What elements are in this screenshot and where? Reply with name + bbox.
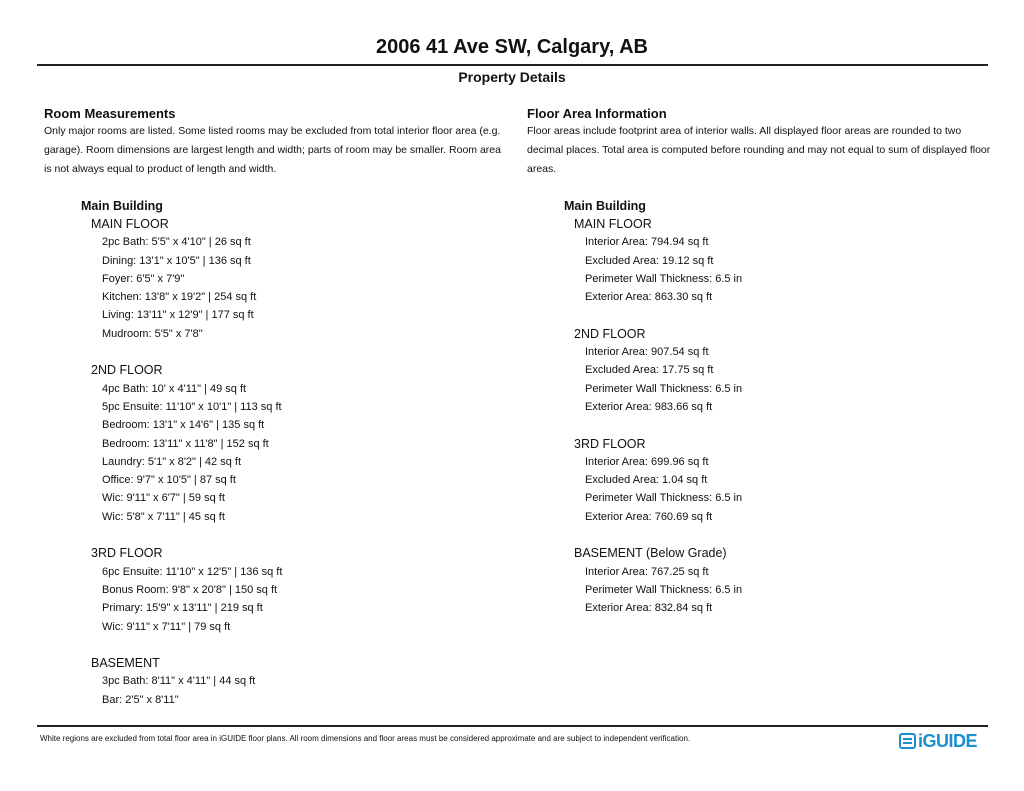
floor-name: 3RD FLOOR [574,436,646,451]
room-floor-list [91,215,282,727]
room-floor-group [91,544,282,635]
page-subtitle: Property Details [458,69,566,85]
floor-name: BASEMENT [91,656,160,671]
room-floor-group [91,215,282,343]
area-row: Exterior Area: 760.69 sq ft [585,510,713,523]
area-row: Interior Area: 699.96 sq ft [585,455,709,468]
area-floor-group [574,325,742,416]
floor-name: 2ND FLOOR [91,363,163,378]
area-row: Interior Area: 907.54 sq ft [585,346,709,359]
floor-name: MAIN FLOOR [91,217,169,231]
room-row: 4pc Bath: 10' x 4'11" | 49 sq ft [102,382,247,395]
page-title: 2006 41 Ave SW, Calgary, AB [376,36,648,58]
room-row: Living: 13'11" x 12'9" | 177 sq ft [102,309,254,322]
floor-name: BASEMENT (Below Grade) [574,546,727,561]
area-row: Excluded Area: 19.12 sq ft [585,254,714,267]
room-row: Bedroom: 13'11" x 11'8" | 152 sq ft [102,437,269,450]
floor-name: 3RD FLOOR [91,546,163,561]
area-row: Perimeter Wall Thickness: 6.5 in [585,583,743,596]
room-row: 3pc Bath: 8'11" x 4'11" | 44 sq ft [102,675,256,688]
footer-divider [37,725,988,727]
area-floor-group [574,435,742,526]
room-measurements-description: Only major rooms are listed. Some listed rooms may be excluded from total interior floor area (e.g. garage). Room dimensions are largest length and width; parts of room may be smaller. Room area is not always equal to product of length and width. [44,125,501,175]
room-row: Bedroom: 13'1" x 14'6" | 135 sq ft [102,419,265,432]
room-row: Wic: 5'8" x 7'11" | 45 sq ft [102,510,225,523]
room-measurements-section [44,106,504,179]
area-floor-group [574,544,742,617]
room-row: 5pc Ensuite: 11'10" x 10'1" | 113 sq ft [102,400,282,413]
floor-name: 2ND FLOOR [574,326,646,341]
room-row: Bonus Room: 9'8" x 20'8" | 150 sq ft [102,583,278,596]
room-row: Laundry: 5'1" x 8'2" | 42 sq ft [102,455,242,468]
room-row: 6pc Ensuite: 11'10" x 12'5" | 136 sq ft [102,565,283,578]
iguide-logo-icon [899,733,916,749]
room-row: Office: 9'7" x 10'5" | 87 sq ft [102,474,236,487]
header-divider [37,64,988,66]
area-row: Exterior Area: 863.30 sq ft [585,291,713,304]
room-row: 2pc Bath: 5'5" x 4'10" | 26 sq ft [102,236,251,249]
area-row: Excluded Area: 17.75 sq ft [585,364,714,377]
floor-area-heading: Floor Area Information [527,106,667,121]
floor-name: MAIN FLOOR [574,217,652,231]
area-floor-group [574,215,742,306]
room-floor-group [91,654,282,709]
room-row: Primary: 15'9" x 13'11" | 219 sq ft [102,602,263,615]
area-floor-list [574,215,742,636]
area-row: Interior Area: 767.25 sq ft [585,565,709,578]
room-row: Kitchen: 13'8" x 19'2" | 254 sq ft [102,291,257,304]
area-building-label: Main Building [564,199,646,213]
area-row: Exterior Area: 832.84 sq ft [585,602,713,615]
area-row: Excluded Area: 1.04 sq ft [585,474,708,487]
area-row: Exterior Area: 983.66 sq ft [585,400,713,413]
area-row: Interior Area: 794.94 sq ft [585,236,709,249]
room-measurements-heading: Room Measurements [44,106,176,121]
area-row: Perimeter Wall Thickness: 6.5 in [585,272,743,285]
footer-disclaimer: White regions are excluded from total floor area in iGUIDE floor plans. All room dimensions and floor areas must be considered approximate and are subject to independent verification. [40,734,691,743]
room-row: Wic: 9'11" x 7'11" | 79 sq ft [102,620,231,633]
iguide-logo-text: iGUIDE [918,730,978,751]
room-row: Mudroom: 5'5" x 7'8" [102,327,203,340]
room-floor-group [91,361,282,526]
area-row: Perimeter Wall Thickness: 6.5 in [585,382,743,395]
floor-area-description: Floor areas include footprint area of interior walls. All displayed floor areas are rounded to two decimal places. Total area is computed before rounding and may not equal to sum of displayed floor areas. [527,125,991,175]
area-row: Perimeter Wall Thickness: 6.5 in [585,492,743,505]
room-row: Bar: 2'5" x 8'11" [102,693,179,706]
floor-area-section [527,106,997,179]
iguide-logo [899,730,977,752]
room-row: Foyer: 6'5" x 7'9" [102,272,185,285]
room-row: Wic: 9'11" x 6'7" | 59 sq ft [102,492,225,505]
room-row: Dining: 13'1" x 10'5" | 136 sq ft [102,254,251,267]
room-building-label: Main Building [81,199,163,213]
